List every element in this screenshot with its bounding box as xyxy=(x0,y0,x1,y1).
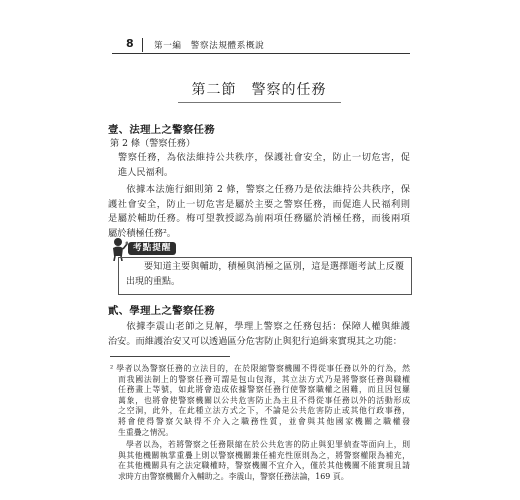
footnote-line: 萬象，也將會使警察機關以公共危害防止為主且不得從事任務以外的活動形成 xyxy=(118,395,410,405)
footnote-line: 與其他機關執掌重疊上則以警察機關兼任補充性原則為之，將警察權限為補充， xyxy=(118,450,410,460)
footnote-line: 之空洞，此外，在此種立法方式之下，不論是公共危害防止或其他行政事務， xyxy=(118,406,410,416)
footnote-line: ² 學者以為警察任務的立法目的，在於限縮警察機關不得從事任務以外的行為，然 xyxy=(110,364,410,373)
part-title: 第一編 警察法規體系概說 xyxy=(154,41,265,51)
heading-legal-tasks: 壹、法理上之警察任務 xyxy=(108,124,215,136)
footnote-line: 學者以為，若將警察之任務限縮在於公共危害的防止與犯罪偵查等面向上，則 xyxy=(126,440,410,449)
paragraph-line: 治安。而維護治安又可以透過區分危害防止與犯行追緝來實現其之功能： xyxy=(108,335,402,347)
running-header xyxy=(112,36,410,54)
footnote-line: 將會使得警察欠缺得不介入之職務性質，並會與其他國家機關之職權發 xyxy=(118,416,410,426)
footnote-line: 在其他機關具有之法定職權時，警察機關不宜介入，僅於其他機關不能實現且請 xyxy=(118,461,410,471)
article-text xyxy=(118,151,410,180)
paragraph-theoretical-tasks xyxy=(108,320,410,349)
footnote-2-continued xyxy=(110,440,410,482)
paragraph-line: 依據本法施行細則第 2 條，警察之任務乃是依法維持公共秩序，保 xyxy=(126,184,410,195)
heading-theoretical-tasks: 貳、學理上之警察任務 xyxy=(108,305,215,317)
footnote-2 xyxy=(110,364,410,438)
paragraph-line: 護社會安全，防止一切危害是屬於主要之警察任務，而促進人民福利則 xyxy=(108,198,410,210)
article-line: 警察任務，為依法維持公共秩序，保護社會安全，防止一切危害，促 xyxy=(118,152,410,163)
paragraph-line: 屬於積極任務²。 xyxy=(108,227,176,239)
footnote-line: 生重疊之情況。 xyxy=(118,427,174,437)
paragraph-line: 依據李震山老師之見解，學理上警察之任務包括：保障人權與維護 xyxy=(126,321,410,332)
paragraph-legal-tasks xyxy=(108,183,410,241)
footnote-line: 求時方由警察機關介入輔助之。李震山，警察任務法論，169 頁。 xyxy=(118,471,349,481)
section-title-text: 第二節 警察的任務 xyxy=(178,79,341,103)
footnote-line: 任務畫上等號，如此將會造成依據警察任務行使警察職權之困難，而且因包羅 xyxy=(118,385,410,395)
footnote-rule xyxy=(110,356,230,357)
paragraph-line: 是屬於輔助任務。梅可望教授認為前兩項任務屬於消極任務，而後兩項 xyxy=(108,213,410,224)
article-label: 第 2 條（警察任務） xyxy=(110,138,196,149)
exam-tip-box xyxy=(118,257,412,295)
section-title xyxy=(108,79,410,103)
page-number: 8 xyxy=(126,37,134,50)
exam-tip-line: 要知道主要與輔助，積極與消極之區別，這是選擇題考試上反覆 xyxy=(144,262,404,272)
article-line: 進人民福利。 xyxy=(118,166,174,178)
footnote-line: 而我國法制上的警察任務可謂是包山包海，其立法方式乃是將警察任務與職權 xyxy=(118,374,410,384)
exam-tip-label: 考點提醒 xyxy=(128,242,176,255)
exam-tip-line: 出現的重點。 xyxy=(126,277,181,287)
header-divider xyxy=(142,38,143,52)
